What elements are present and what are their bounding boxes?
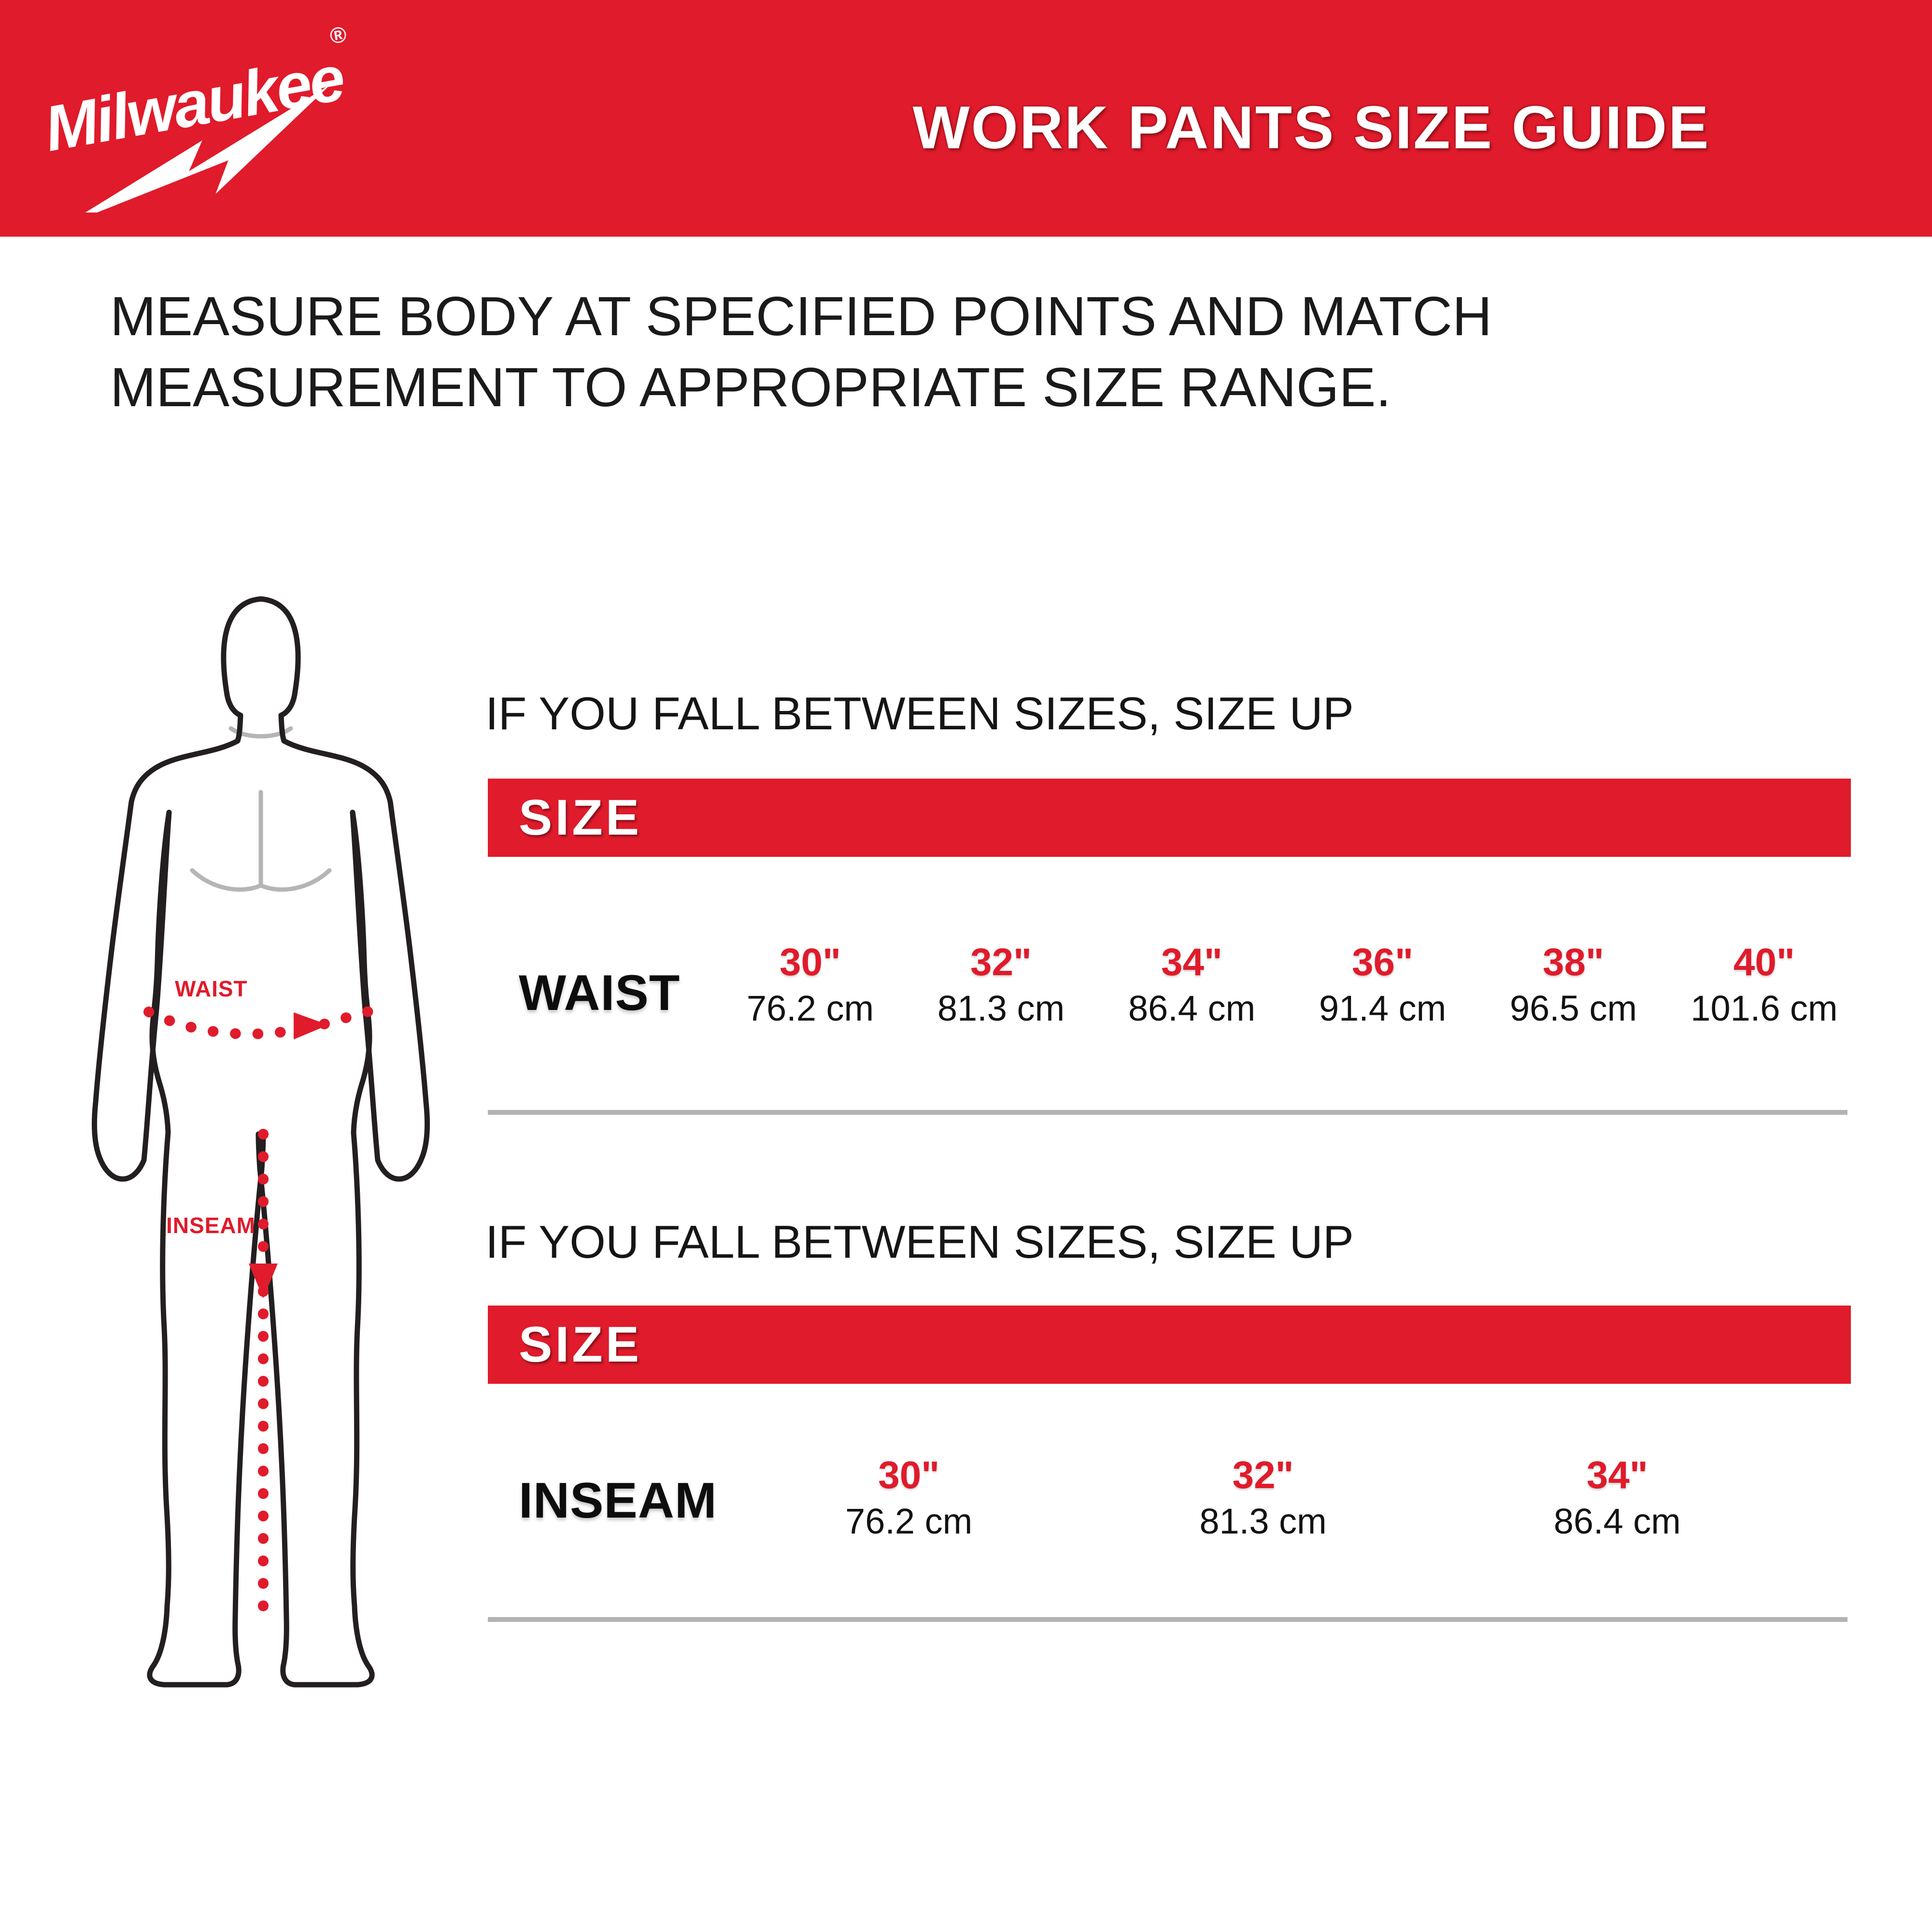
size-column — [1478, 942, 1669, 1028]
size-column — [1096, 942, 1287, 1028]
size-cm-value: 76.2 cm — [746, 988, 874, 1028]
header-band — [0, 0, 1932, 237]
size-inches-value: 34" — [1161, 940, 1222, 983]
milwaukee-logo-svg — [39, 24, 377, 213]
logo-wordmark: Milwaukee — [39, 42, 349, 165]
size-inches-value: 30" — [780, 940, 841, 983]
size-header-bar — [488, 1306, 1851, 1384]
inseam-measure-label: INSEAM — [166, 1213, 256, 1238]
registered-trademark: ® — [327, 24, 349, 49]
size-cm-value: 86.4 cm — [1128, 988, 1256, 1028]
between-sizes-note: IF YOU FALL BETWEEN SIZES, SIZE UP — [485, 1216, 1354, 1268]
size-columns-inseam — [732, 1455, 1794, 1541]
figure-outline-half-mirror — [258, 599, 427, 1685]
milwaukee-logo — [39, 24, 377, 213]
row-label-waist: WAIST — [519, 965, 681, 1021]
size-column — [1669, 942, 1860, 1028]
size-column — [715, 942, 906, 1028]
size-column — [1287, 942, 1478, 1028]
size-cm-value: 76.2 cm — [845, 1501, 973, 1541]
size-header-label: SIZE — [519, 1316, 642, 1373]
between-sizes-note: IF YOU FALL BETWEEN SIZES, SIZE UP — [485, 688, 1354, 739]
size-cm-value: 81.3 cm — [1199, 1501, 1327, 1541]
size-inches-value: 36" — [1352, 940, 1413, 983]
size-cm-value: 91.4 cm — [1319, 988, 1447, 1028]
figure-outline-half — [94, 599, 263, 1685]
intro-line-2: MEASUREMENT TO APPROPRIATE SIZE RANGE. — [110, 357, 1392, 418]
size-column — [732, 1455, 1086, 1541]
size-inches-value: 40" — [1733, 940, 1795, 983]
intro-line-1: MEASURE BODY AT SPECIFIED POINTS AND MATCH — [110, 286, 1492, 347]
size-header-label: SIZE — [519, 789, 642, 846]
size-columns-waist — [715, 942, 1860, 1028]
intro-text — [110, 281, 1492, 423]
size-inches-value: 32" — [970, 940, 1032, 983]
size-cm-value: 81.3 cm — [937, 988, 1065, 1028]
body-figure — [68, 575, 483, 1700]
row-label-inseam: INSEAM — [519, 1473, 717, 1529]
size-inches-value: 30" — [878, 1453, 940, 1496]
size-header-bar — [488, 779, 1851, 857]
size-inches-value: 32" — [1232, 1453, 1294, 1496]
size-cm-value: 101.6 cm — [1690, 988, 1838, 1028]
size-column — [1440, 1455, 1794, 1541]
size-column — [1086, 1455, 1440, 1541]
section-divider — [488, 1617, 1847, 1622]
page-title: WORK PANTS SIZE GUIDE — [912, 94, 1710, 161]
body-figure-svg — [68, 575, 483, 1700]
size-inches-value: 38" — [1543, 940, 1604, 983]
size-cm-value: 96.5 cm — [1509, 988, 1637, 1028]
size-inches-value: 34" — [1586, 1453, 1648, 1496]
size-cm-value: 86.4 cm — [1553, 1501, 1681, 1541]
size-column — [906, 942, 1096, 1028]
waist-dotted-line — [149, 1008, 383, 1034]
waist-measure-label: WAIST — [175, 976, 248, 1001]
section-divider — [488, 1110, 1847, 1115]
waist-arrow-icon — [294, 1012, 328, 1039]
